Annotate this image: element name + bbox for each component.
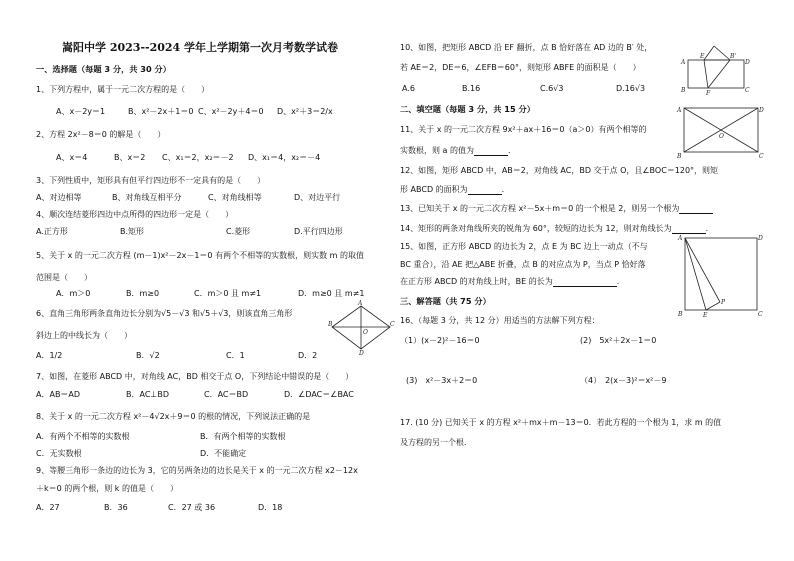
q17-line2: 及方程的另一个根．	[400, 438, 472, 447]
q8-option-b: B．有两个相等的实数根	[200, 432, 286, 441]
q9-stem-line2: ＋k＝0 的两个根，则 k 的值是（ ）	[36, 484, 178, 493]
q1-option-a: A、x－2y＝1	[56, 107, 106, 116]
q15-answer-blank[interactable]	[553, 278, 617, 287]
q5-option-a: A．m＞0	[56, 289, 91, 298]
q12-label-a: A	[677, 107, 682, 114]
q10-label-b: B	[681, 87, 686, 94]
q7-option-d: D．∠DAC＝∠BAC	[284, 390, 354, 399]
q9-option-d: D．18	[258, 503, 283, 512]
q4-option-b: B.矩形	[120, 227, 145, 236]
q2-option-c: C、x₁＝2，x₂＝－2	[162, 153, 234, 162]
q10-label-f: F	[706, 90, 711, 97]
q3-stem: 3、下列性质中，矩形具有但平行四边形不一定具有的是（ ）	[36, 176, 266, 185]
q4-option-d: D.平行四边形	[294, 227, 343, 236]
q15-label-p: P	[721, 299, 726, 306]
q7-label-o: O	[363, 329, 368, 336]
q12-label-b: B	[677, 153, 682, 160]
q10-option-b: B.16	[462, 84, 481, 93]
q8-option-c: C．无实数根	[36, 449, 82, 458]
q9-option-a: A．27	[36, 503, 60, 512]
q15-label-d: D	[758, 235, 763, 242]
q5-option-c: C．m＞0 且 m≠1	[194, 289, 262, 298]
q1-option-d: D、x²＋3＝2/x	[277, 107, 333, 116]
q12-rectangle-figure	[676, 102, 766, 162]
q12-label-c: C	[759, 153, 764, 160]
q7-option-c: C．AC＝BD	[204, 390, 249, 399]
exam-title: 嵩阳中学 2023--2024 学年上学期第一次月考数学试卷	[62, 41, 339, 54]
q14-wrap: 14、矩形的两条对角线所夹的锐角为 60°，较短的边长为 12，则对角线长为 .	[400, 224, 709, 233]
q4-option-a: A.正方形	[36, 227, 68, 236]
q7-option-a: A．AB＝AD	[36, 390, 81, 399]
q10-option-c: C.6√3	[540, 84, 564, 93]
q12-label-o: O	[719, 133, 724, 140]
q12-label-d: D	[759, 107, 764, 114]
q3-option-c: C、对角线相等	[208, 193, 262, 202]
q1-option-b: B、x²－2x＋1＝0	[128, 107, 194, 116]
q10-label-c: C	[745, 87, 750, 94]
q6-option-c: C．1	[226, 351, 245, 360]
q3-option-a: A、对边相等	[36, 193, 82, 202]
q5-stem-line1: 5、关于 x 的一元二次方程 (m－1)x²－2x－1＝0 有两个不相等的实数根，则实数 m 的取值	[36, 251, 364, 260]
q1-option-c: C、x²－2y＋4＝0	[198, 107, 264, 116]
q10-label-b-prime: B'	[730, 53, 737, 60]
q12-answer-blank[interactable]	[468, 186, 502, 195]
q16-part1: （1）(x－2)²－16＝0	[400, 336, 480, 345]
q13-line1: 13、已知关于 x 的一元二次方程 x²－5x＋m＝0 的一个根是 2，则另一个根为	[400, 204, 680, 213]
q15-line1: 15、如图，正方形 ABCD 的边长为 2，点 E 为 BC 边上一动点（不与	[400, 242, 648, 251]
q10-stem-line2: 若 AE＝2，DE＝6，∠EFB＝60°，则矩形 ABFE 的面积是（ ）	[400, 63, 641, 72]
q15-line3: 在正方形 ABCD 的对角线上时，BE 的长为	[400, 277, 553, 286]
q2-stem: 2、方程 2x²－8＝0 的解是（ ）	[36, 130, 166, 139]
q12-line2: 形 ABCD 的面积为	[400, 185, 468, 194]
q17-line1: 17. (10 分) 已知关于 x 的方程 x²＋mx＋m－13＝0．若此方程的一个根为 1，求 m 的值	[400, 418, 722, 427]
q2-option-a: A、x＝4	[56, 153, 88, 162]
q1-stem: 1、下列方程中，属于一元二次方程的是（ ）	[36, 85, 210, 94]
q11-line2-wrap: 实数根，则 a 的值为 .	[400, 146, 511, 155]
q3-option-b: B、对角线互相平分	[112, 193, 182, 202]
q10-label-d: D	[745, 59, 750, 66]
q15-square-figure	[676, 232, 766, 318]
q14-line1: 14、矩形的两条对角线所夹的锐角为 60°，较短的边长为 12，则对角线长为	[400, 224, 672, 233]
section-solve: 三、解答题（共 75 分）	[400, 296, 491, 306]
q12-line1: 12、如图，矩形 ABCD 中，AB＝2，对角线 AC，BD 交于点 O，且∠BOC＝120°，则矩	[400, 166, 719, 175]
q12-line2-wrap: 形 ABCD 的面积为 .	[400, 185, 505, 194]
q8-stem: 8、关于 x 的一元二次方程 x²－4√2x＋9＝0 的根的情况，下列说法正确的是	[36, 412, 311, 421]
q4-stem: 4、顺次连结菱形四边中点所得的四边形一定是（ ）	[36, 210, 234, 219]
q15-line3-wrap: 在正方形 ABCD 的对角线上时，BE 的长为 .	[400, 277, 620, 286]
q11-answer-blank[interactable]	[474, 147, 508, 156]
q7-label-a: A	[358, 300, 363, 307]
q2-option-b: B、x＝2	[114, 153, 146, 162]
q10-option-a: A.6	[402, 84, 415, 93]
q7-option-b: B．AC⊥BD	[126, 390, 170, 399]
q16-part2: (2) 5x²＋2x－1＝0	[580, 336, 657, 345]
q6-option-a: A．1/2	[36, 351, 63, 360]
q10-label-e: E	[700, 53, 705, 60]
section-choice: 一、选择题（每题 3 分，共 30 分）	[36, 64, 171, 74]
q10-stem-line1: 10、如图，把矩形 ABCD 沿 EF 翻折，点 B 恰好落在 AD 边的 B′ 处，	[400, 43, 653, 52]
q5-option-d: D．m≥0 且 m≠1	[298, 289, 365, 298]
q10-option-d: D.16√3	[616, 84, 646, 93]
q13-wrap	[400, 204, 713, 214]
q5-option-b: B．m≥0	[126, 289, 160, 298]
q15-label-c: C	[758, 311, 763, 318]
q11-line2: 实数根，则 a 的值为	[400, 146, 474, 155]
q6-option-b: B．√2	[136, 351, 160, 360]
q6-option-d: D．2	[298, 351, 318, 360]
q15-label-e: E	[703, 312, 708, 319]
q15-label-b: B	[678, 311, 683, 318]
section-fill: 二、填空题（每题 3 分，共 15 分）	[400, 104, 535, 114]
q8-option-a: A．有两个不相等的实数根	[36, 432, 130, 441]
q15-line2: BC 重合），沿 AE 把△ABE 折叠，点 B 的对应点为 P，当点 P 恰好落	[400, 260, 646, 269]
q11-line1: 11、关于 x 的一元二次方程 9x²＋ax＋16＝0（a＞0）有两个相等的	[400, 125, 647, 134]
q9-option-c: C．27 或 36	[168, 503, 216, 512]
q10-label-a: A	[681, 59, 686, 66]
q7-label-c: C	[390, 321, 395, 328]
q6-stem-line1: 6、直角三角形两条直角边长分别为√5－√3 和√5＋√3，则该直角三角形	[36, 309, 293, 318]
q8-option-d: D．不能确定	[200, 449, 247, 458]
q6-stem-line2: 斜边上的中线长为（ ）	[36, 331, 132, 340]
q9-stem-line1: 9、等腰三角形一条边的边长为 3，它的另两条边的边长是关于 x 的一元二次方程 x2－12x	[36, 466, 358, 475]
q7-stem: 7、如图，在菱形 ABCD 中，对角线 AC，BD 相交于点 O，下列结论中错误的是（ ）	[36, 372, 354, 381]
q5-stem-line2: 范围是（ ）	[36, 273, 92, 282]
q10-fold-figure	[680, 40, 752, 96]
q4-option-c: C.菱形	[226, 227, 251, 236]
q15-label-a: A	[678, 235, 683, 242]
q3-option-d: D、对边平行	[294, 193, 341, 202]
q16-part3: (3) x²－3x＋2＝0	[406, 376, 478, 385]
q9-option-b: B．36	[104, 503, 128, 512]
q16-stem: 16、（每题 3 分，共 12 分）用适当的方法解下列方程：	[400, 316, 600, 325]
q2-option-d: D、x₁＝4，x₂＝－4	[248, 153, 321, 162]
q16-part4: （4） 2(x－3)²＝x²－9	[580, 376, 667, 385]
q7-rhombus-figure	[328, 300, 394, 356]
q13-answer-blank[interactable]	[679, 205, 713, 214]
q7-label-d: D	[359, 350, 364, 357]
q7-label-b: B	[328, 321, 333, 328]
